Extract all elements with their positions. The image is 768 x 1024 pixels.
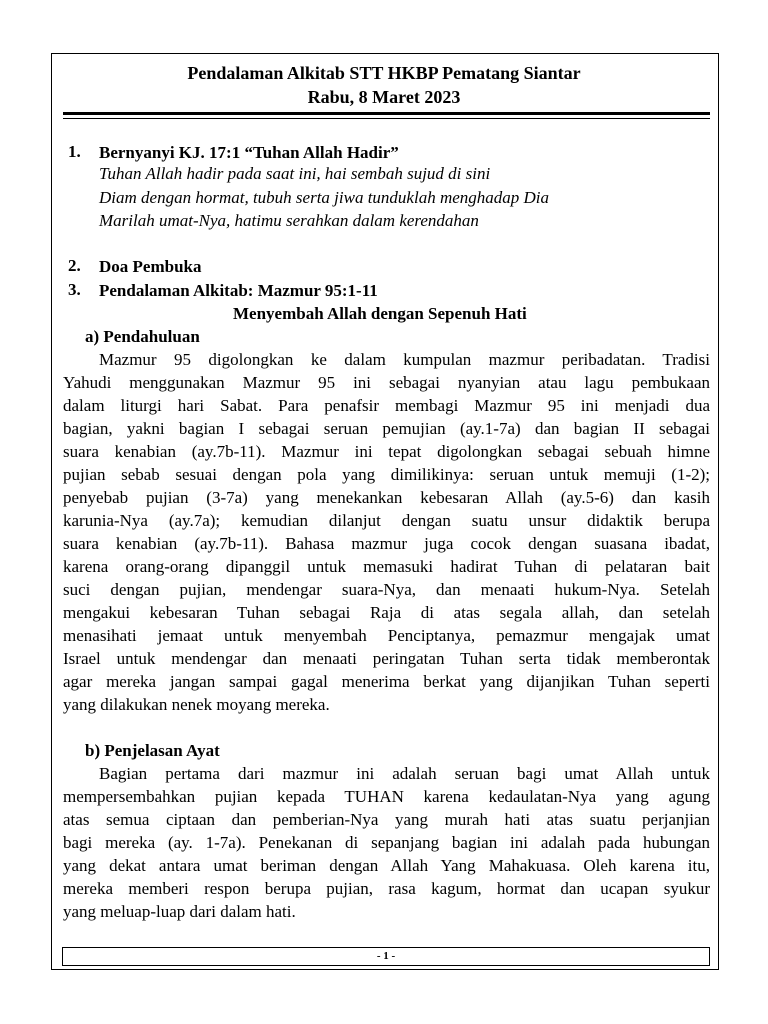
section-a-heading: a) Pendahuluan xyxy=(85,327,200,346)
item-2-number: 2. xyxy=(68,256,81,275)
paragraph-line: bagi mereka (ay. 1-7a). Penekanan di sepanjang bagian ini adalah pada hubungan xyxy=(63,833,710,852)
paragraph-line: dalam liturgi hari Sabat. Para penafsir membagi Mazmur 95 ini menjadi dua xyxy=(63,396,710,415)
page-number: - 1 - xyxy=(62,947,710,966)
document-title: Pendalaman Alkitab STT HKBP Pematang Siantar xyxy=(187,63,581,83)
paragraph-line: penyebab pujian (3-7a) yang menekankan kebesaran Allah (ay.5-6) dan kasih xyxy=(63,488,710,507)
header-rule-thick xyxy=(63,112,710,115)
song-line-1: Tuhan Allah hadir pada saat ini, hai sembah sujud di sini xyxy=(99,164,491,183)
paragraph-line: pujian sebab sesuai dengan pola yang dimilikinya: seruan untuk memuji (1-2); xyxy=(63,465,710,484)
paragraph-line: atas semua ciptaan dan pemberian-Nya yang murah hati atas suatu perjanjian xyxy=(63,810,710,829)
section-b-heading: b) Penjelasan Ayat xyxy=(85,741,220,760)
header-rule-thin xyxy=(63,118,710,119)
song-line-3: Marilah umat-Nya, hatimu serahkan dalam kerendahan xyxy=(99,211,479,230)
paragraph-line: yang dilakukan nenek moyang mereka. xyxy=(63,695,330,714)
paragraph-line: bagian, yakni bagian I sebagai seruan pemujian (ay.1-7a) dan bagian II sebagai xyxy=(63,419,710,438)
paragraph-line: mereka memberi respon berupa pujian, rasa kagum, hormat dan ucapan syukur xyxy=(63,879,710,898)
paragraph-line: suara kenabian (ay.7b-11). Bahasa mazmur juga cocok dengan suasana ibadat, xyxy=(63,534,710,553)
document-date: Rabu, 8 Maret 2023 xyxy=(307,87,461,107)
section-title: Menyembah Allah dengan Sepenuh Hati xyxy=(233,304,527,323)
item-3-title: Pendalaman Alkitab: Mazmur 95:1-11 xyxy=(99,281,378,300)
paragraph-line: agar mereka jangan sampai gagal menerima berkat yang dijanjikan Tuhan seperti xyxy=(63,672,710,691)
paragraph-line: menasihati jemaat untuk menyembah Penciptanya, pemazmur mengajak umat xyxy=(63,626,710,645)
paragraph-line: Israel untuk mendengar dan menaati peringatan Tuhan serta tidak memberontak xyxy=(63,649,710,668)
paragraph-line: Yahudi menggunakan Mazmur 95 ini sebagai nyanyian atau lagu pembukaan xyxy=(63,373,710,392)
item-3-number: 3. xyxy=(68,280,81,299)
paragraph-line: mengakui kebesaran Tuhan sebagai Raja di atas segala allah, dan setelah xyxy=(63,603,710,622)
song-line-2: Diam dengan hormat, tubuh serta jiwa tunduklah menghadap Dia xyxy=(99,188,550,207)
paragraph-line: yang dekat antara umat beriman dengan Allah Yang Mahakuasa. Oleh karena itu, xyxy=(63,856,710,875)
paragraph-line: suara kenabian (ay.7b-11). Mazmur ini tepat digolongkan sebagai sebuah himne xyxy=(63,442,710,461)
item-1-title: Bernyanyi KJ. 17:1 “Tuhan Allah Hadir” xyxy=(99,143,399,162)
item-1-number: 1. xyxy=(68,142,81,161)
paragraph-line: karena orang-orang dipanggil untuk memasuki hadirat Tuhan di pelataran bait xyxy=(63,557,710,576)
paragraph-line: karunia-Nya (ay.7a); kemudian dilanjut dengan suatu unsur didaktik berupa xyxy=(63,511,710,530)
paragraph-line: Bagian pertama dari mazmur ini adalah seruan bagi umat Allah untuk xyxy=(99,764,710,783)
paragraph-line: yang meluap-luap dari dalam hati. xyxy=(63,902,296,921)
item-2-title: Doa Pembuka xyxy=(99,257,202,276)
paragraph-line: mempersembahkan pujian kepada TUHAN karena kedaulatan-Nya yang agung xyxy=(63,787,710,806)
paragraph-line: suci dengan pujian, mendengar suara-Nya, dan menaati hukum-Nya. Setelah xyxy=(63,580,710,599)
paragraph-line: Mazmur 95 digolongkan ke dalam kumpulan mazmur peribadatan. Tradisi xyxy=(99,350,710,369)
